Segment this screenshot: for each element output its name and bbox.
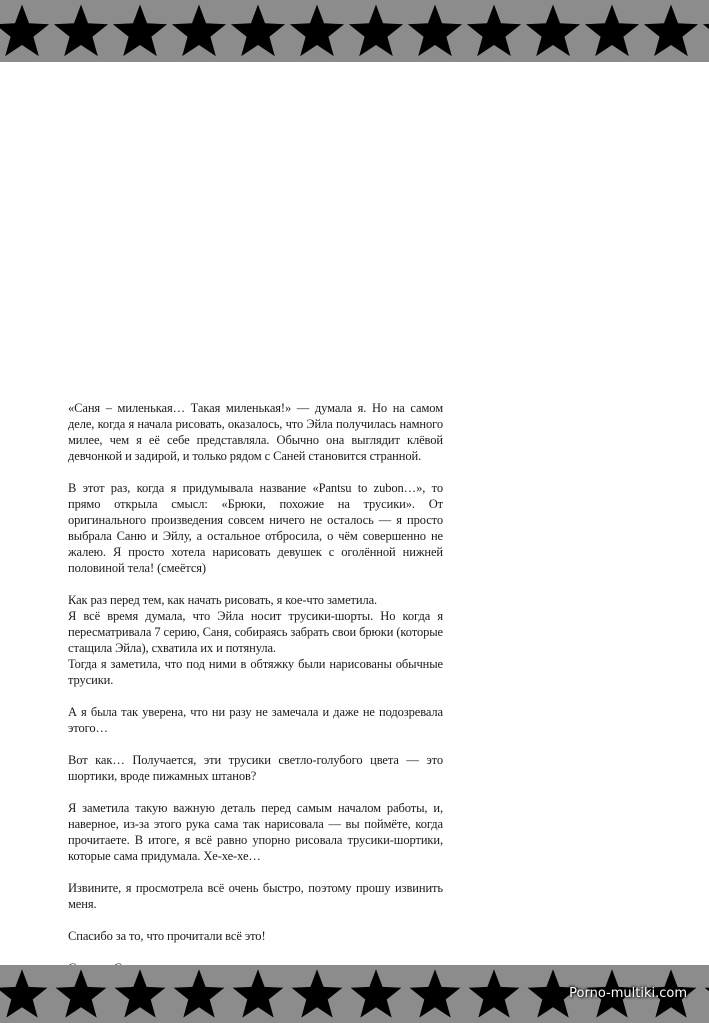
star-icon	[644, 5, 698, 57]
paragraph-4: Я всё время думала, что Эйла носит трусики-шорты. Но когда я пересматривала 7 серию, Саня, собираясь забрать свои брюки (которые стащила Эйла), схватила их и потянула.	[68, 609, 443, 655]
star-icon	[290, 5, 344, 57]
star-icon	[585, 5, 639, 57]
star-icon	[292, 969, 343, 1017]
star-icon	[115, 969, 166, 1017]
paragraph-8: Я заметила такую важную деталь перед самым началом работы, и, наверное, из-за этого рука сама так нарисовала — вы поймёте, когда прочитаете. В итоге, я всё равно упорно рисовала трусики-шортики, которые сама придумала. Хе-хе-хе…	[68, 801, 443, 863]
paragraph-5: Тогда я заметила, что под ними в обтяжку были нарисованы обычные трусики.	[68, 657, 443, 687]
star-icon	[233, 969, 284, 1017]
star-icon	[113, 5, 167, 57]
star-row-top	[0, 0, 709, 62]
afterword-text	[68, 400, 443, 992]
top-star-border	[0, 0, 709, 62]
paragraph-9: Извините, я просмотрела всё очень быстро, поэтому прошу извинить меня.	[68, 881, 443, 911]
star-icon	[0, 5, 49, 57]
star-icon	[231, 5, 285, 57]
star-icon	[349, 5, 403, 57]
paragraph-1: «Саня – миленькая… Такая миленькая!» — думала я. Но на самом деле, когда я начала рисовать, оказалось, что Эйла получилась намного милее, чем я её себе представляла. Обычно она выглядит клёвой девчонкой и задирой, и только рядом с Саней становится странной.	[68, 401, 443, 463]
paragraph-7: Вот как… Получается, эти трусики светло-голубого цвета — это шортики, вроде пижамных штанов?	[68, 753, 443, 783]
star-icon	[56, 969, 107, 1017]
star-icon	[469, 969, 520, 1017]
star-icon	[54, 5, 108, 57]
paragraph-2: В этот раз, когда я придумывала название «Pantsu to zubon…», то прямо открыла смысл: «Брюки, похожие на трусики». От оригинального произведения совсем ничего не осталось — я просто выбрала Саню и Эйлу, а остальное отбросила, о чём совершенно не жалею. Я просто хотела нарисовать девушек с оголённой нижней половиной тела! (смеётся)	[68, 481, 443, 575]
star-icon	[467, 5, 521, 57]
star-icon	[351, 969, 402, 1017]
paragraph-10: Спасибо за то, что прочитали всё это!	[68, 929, 266, 943]
star-icon	[408, 5, 462, 57]
star-icon	[705, 969, 709, 1017]
star-icon	[0, 969, 47, 1017]
star-icon	[703, 5, 709, 57]
paragraph-3: Как раз перед тем, как начать рисовать, я кое-что заметила.	[68, 593, 378, 607]
star-icon	[526, 5, 580, 57]
paragraph-6: А я была так уверена, что ни разу не замечала и даже не подозревала этого…	[68, 705, 443, 735]
star-icon	[410, 969, 461, 1017]
star-icon	[172, 5, 226, 57]
watermark: Porno-multiki.com	[569, 986, 687, 1001]
star-icon	[174, 969, 225, 1017]
